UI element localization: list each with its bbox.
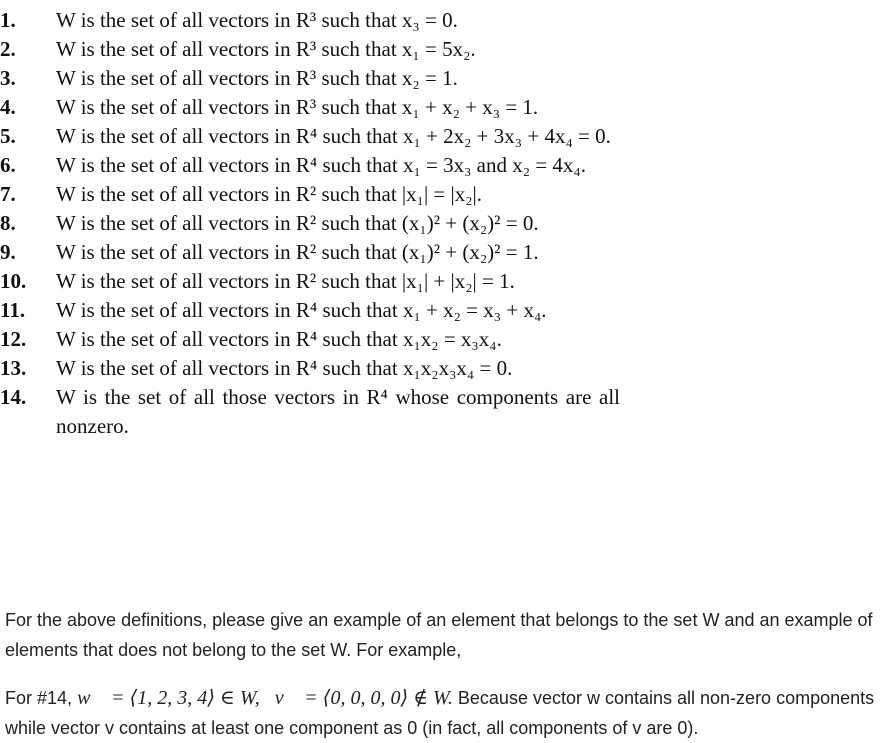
problem-item [0,64,620,93]
problem-text: W is the set of all vectors in R² such that |x₁| = |x₂|. [56,182,482,206]
problem-number: 10. [0,269,27,293]
problem-number: 12. [0,327,27,351]
problem-list [0,6,640,441]
problem-item [0,35,620,64]
problem-item [0,296,620,325]
example-text [5,683,885,743]
problem-item [0,267,620,296]
example-explanation: Because vector w contains all non-zero components while vector v contains at least one component as 0 (in fact, all components of v are 0). [5,688,875,738]
problem-item [0,122,620,151]
problem-number: 3. [0,66,16,90]
problem-text: W is the set of all vectors in R³ such that x₁ = 5x₂. [56,37,476,61]
problem-text: W is the set of all vectors in R⁴ such that x₁x₂ = x₃x₄. [56,327,502,351]
problem-text: W is the set of all vectors in R⁴ such that x₁ = 3x₃ and x₂ = 4x₄. [56,153,586,177]
example-prefix: For #14, [5,688,73,708]
problem-item [0,180,620,209]
problem-item [0,383,620,441]
problem-item [0,6,620,35]
instructions-block [5,605,885,743]
instructions-text: For the above definitions, please give an example of an element that belongs to the set W and an example of elements that does not belong to the set W. For example, [5,610,873,660]
problem-item [0,354,620,383]
problem-number: 13. [0,356,27,380]
problem-text: W is the set of all vectors in R³ such that x₂ = 1. [56,66,458,90]
problem-text: W is the set of all vectors in R⁴ such that x₁ + x₂ = x₃ + x₄. [56,298,547,322]
problem-item [0,325,620,354]
example-v-expression: v⃗ = ⟨0, 0, 0, 0⟩ ∉ W. [274,687,453,709]
problem-number: 14. [0,385,27,409]
problem-text: W is the set of all vectors in R⁴ such that x₁x₂x₃x₄ = 0. [56,356,513,380]
problem-text: W is the set of all those vectors in R⁴ whose components are all nonzero. [56,385,620,438]
problem-item [0,209,620,238]
problem-text: W is the set of all vectors in R⁴ such that x₁ + 2x₂ + 3x₃ + 4x₄ = 0. [56,124,611,148]
problem-number: 5. [0,124,16,148]
example-w-expression: w⃗ = ⟨1, 2, 3, 4⟩ ∈ W, [77,687,260,709]
problem-item [0,238,620,267]
problem-number: 9. [0,240,16,264]
problem-text: W is the set of all vectors in R² such that |x₁| + |x₂| = 1. [56,269,515,293]
problem-text: W is the set of all vectors in R² such that (x₁)² + (x₂)² = 1. [56,240,539,264]
problem-item [0,151,620,180]
problem-number: 2. [0,37,16,61]
problem-text: W is the set of all vectors in R³ such that x₁ + x₂ + x₃ = 1. [56,95,539,119]
problem-number: 1. [0,8,16,32]
problem-number: 11. [0,298,26,322]
problem-item [0,93,620,122]
problem-number: 8. [0,211,16,235]
problem-number: 4. [0,95,16,119]
problem-number: 6. [0,153,16,177]
problem-text: W is the set of all vectors in R³ such that x₃ = 0. [56,8,458,32]
problem-text: W is the set of all vectors in R² such that (x₁)² + (x₂)² = 0. [56,211,539,235]
problem-number: 7. [0,182,16,206]
